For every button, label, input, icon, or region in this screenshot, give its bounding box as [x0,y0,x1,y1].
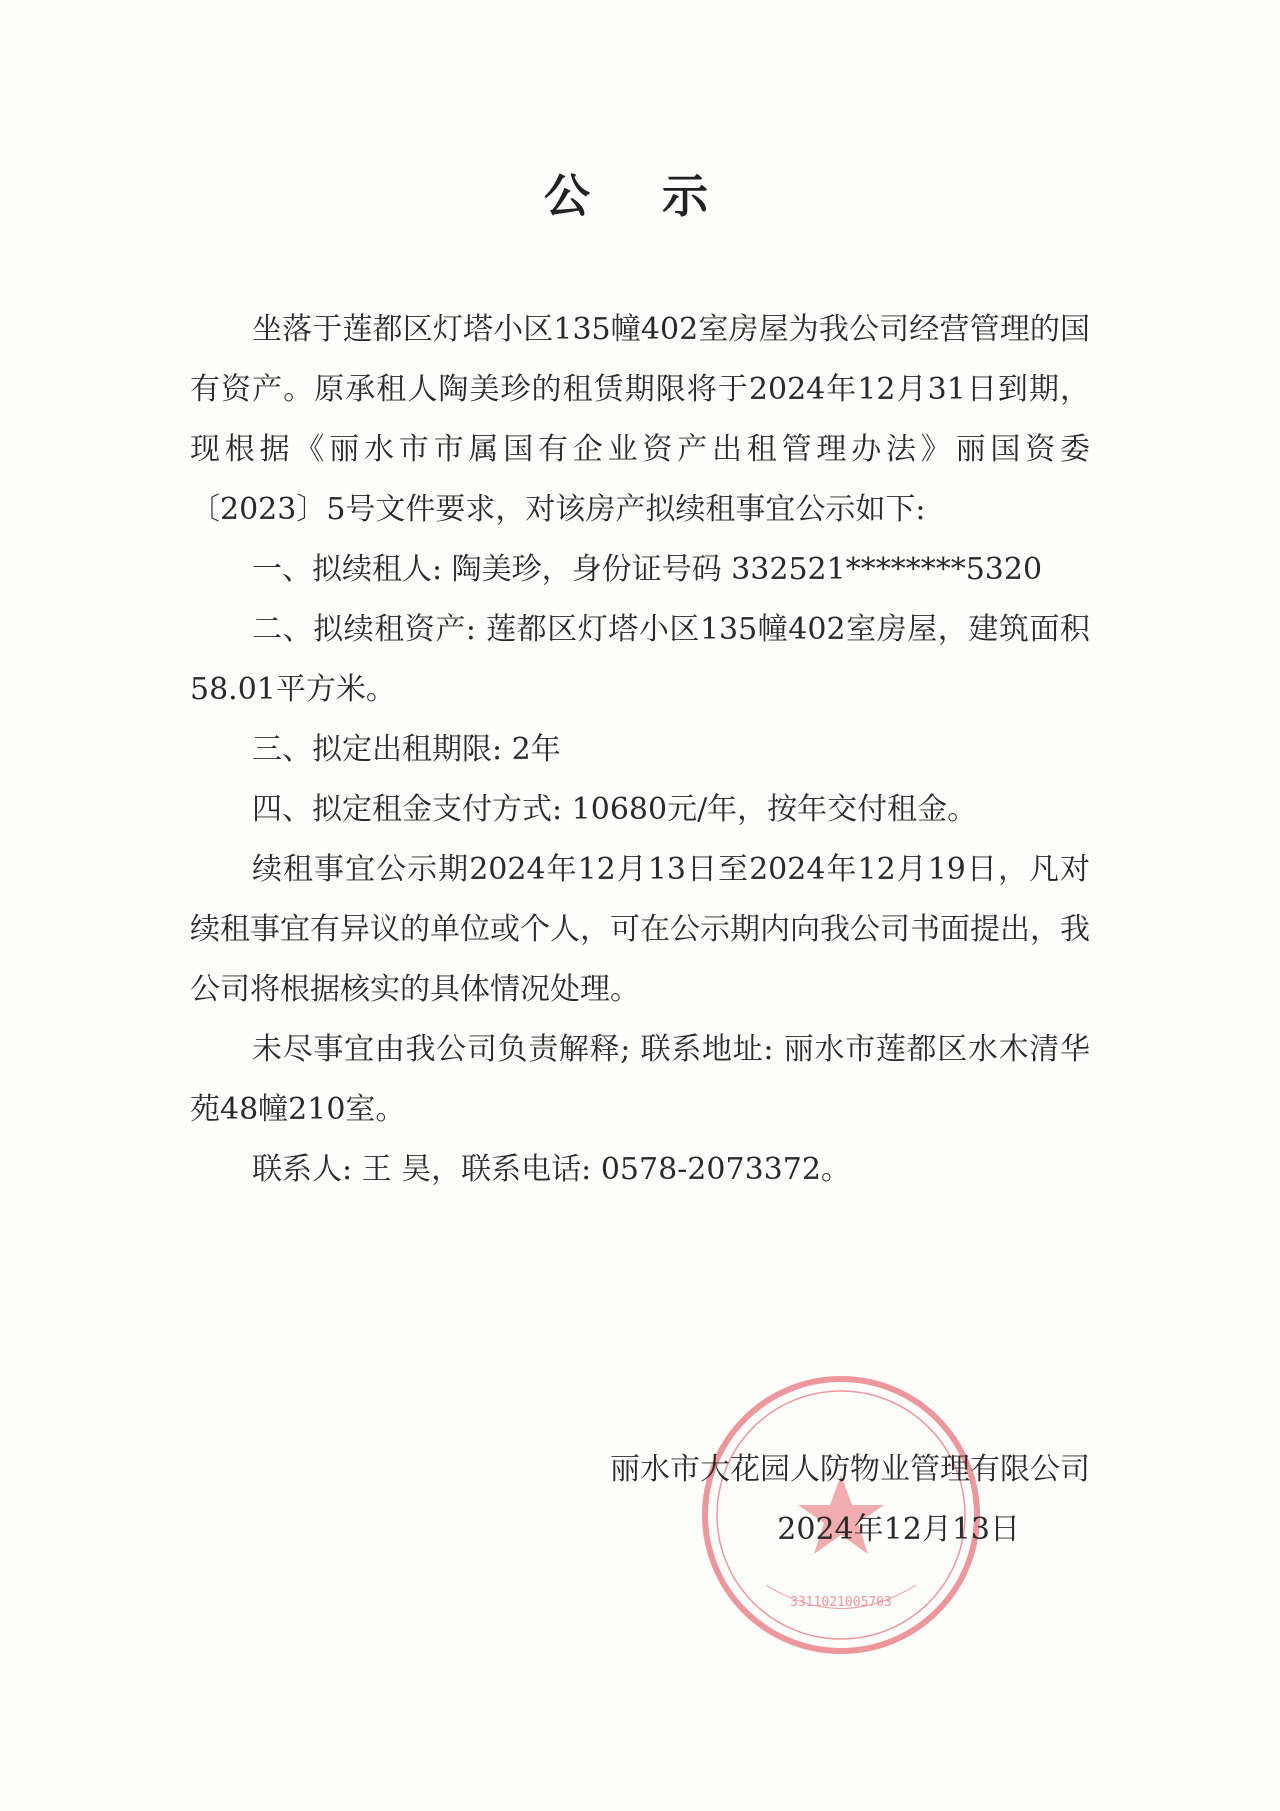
signature-date: 2024年12月13日 [777,1512,1020,1547]
explanation-paragraph: 未尽事宜由我公司负责解释; 联系地址: 丽水市莲都区水木清华苑48幢210室。 [190,1032,1090,1127]
intro-paragraph: 坐落于莲都区灯塔小区135幢402室房屋为我公司经营管理的国有资产。原承租人陶美珍的租赁期限将于2024年12月31日到期，现根据《丽水市市属国有企业资产出租管理办法》丽国资委〔2023〕5号文件要求，对该房产拟续租事宜公示如下: [190,312,1090,527]
notice-body [190,300,1090,1200]
item-renewal-asset: 二、拟续租资产: 莲都区灯塔小区135幢402室房屋，建筑面积58.01平方米。 [190,612,1090,707]
item-payment-method: 四、拟定租金支付方式: 10680元/年，按年交付租金。 [252,792,978,827]
item-lease-term: 三、拟定出租期限: 2年 [252,732,561,767]
publicity-period-paragraph: 续租事宜公示期2024年12月13日至2024年12月19日，凡对续租事宜有异议的单位或个人，可在公示期内向我公司书面提出，我公司将根据核实的具体情况处理。 [190,852,1090,1007]
contact-paragraph: 联系人: 王 昊，联系电话: 0578-2073372。 [252,1152,851,1187]
company-name: 丽水市大花园人防物业管理有限公司 [610,1452,1090,1487]
item-renewal-tenant: 一、拟续租人: 陶美珍，身份证号码 332521********5320 [252,552,1043,587]
svg-text:3311021005703: 3311021005703 [790,1595,892,1610]
signature-block [610,1440,1090,1560]
page-title: 公 示 [543,169,736,223]
